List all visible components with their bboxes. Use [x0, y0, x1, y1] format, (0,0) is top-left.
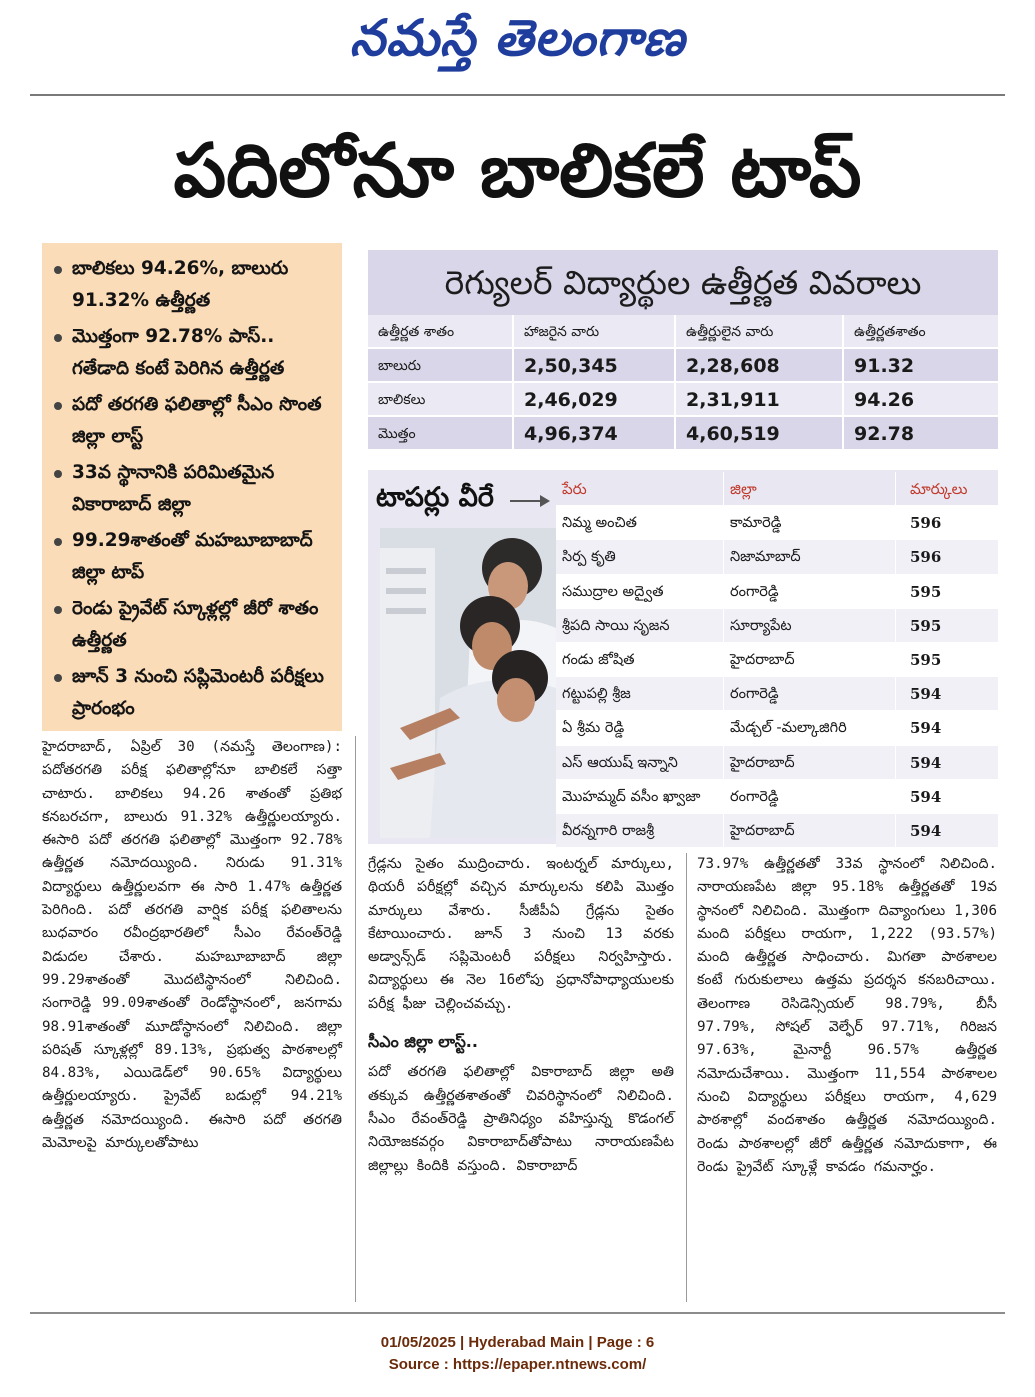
- footer-source-link[interactable]: Source : https://epaper.ntnews.com/: [388, 1356, 647, 1373]
- toppers-row: [556, 609, 998, 643]
- topper-name: ఏ శ్రీమ రెడ్డి: [556, 711, 724, 744]
- arrow-right-icon: [510, 494, 550, 508]
- toppers-row: [556, 506, 998, 540]
- topper-marks: 594: [910, 821, 942, 840]
- toppers-row: [556, 814, 998, 848]
- stats-row-total: [368, 417, 998, 451]
- stats-header-row: [368, 315, 998, 349]
- article-paragraph: గ్రేడ్లను సైతం ముద్రించారు. ఇంటర్నల్ మార్కులు, థియరీ పరీక్షల్లో వచ్చిన మార్కులను కలిపి మొత్తం మార్కులు వేశారు. సీజీపీఏ గ్రేడ్లను సైతం కేటాయించారు. జూన్ 3 నుంచి 13 వరకు అడ్వాన్స్‌డ్ సప్లిమెంటరీ పరీక్షలు నిర్వహిస్తారు. విద్యార్థులు ఈ నెల 16లోపు ప్రధానోపాధ్యాయులకు పరీక్ష ఫీజు చెల్లించవచ్చు.: [368, 856, 674, 1012]
- bullet-icon: [54, 470, 62, 478]
- topper-name: సిర్ప కృతి: [556, 540, 724, 573]
- highlight-item: మొత్తంగా 92.78% పాస్.. గతేడాది కంటే పెరిగిన ఉత్తీర్ణత: [54, 321, 332, 385]
- topper-marks: 596: [910, 514, 942, 533]
- topper-district: సూర్యాపేట: [724, 609, 896, 642]
- topper-marks: 595: [910, 582, 942, 601]
- stats-cell: 2,28,608: [676, 349, 844, 381]
- topper-marks: 594: [910, 787, 942, 806]
- stats-cell: మొత్తం: [368, 417, 514, 449]
- topper-marks: 594: [910, 685, 942, 704]
- topper-marks: 596: [910, 548, 942, 567]
- highlight-item: రెండు ప్రైవేట్ స్కూళ్లల్లో జీరో శాతం ఉత్తీర్ణత: [54, 593, 332, 657]
- toppers-row: [556, 677, 998, 711]
- stats-cell: 2,31,911: [676, 383, 844, 415]
- article-column-1: [42, 736, 342, 1155]
- topper-marks: 595: [910, 650, 942, 669]
- toppers-header-marks: మార్కులు: [910, 480, 968, 498]
- toppers-table: [556, 472, 998, 848]
- toppers-header-row: [556, 472, 998, 506]
- topper-district: హైదరాబాద్: [724, 814, 896, 847]
- topper-name: మొహమ్మద్ వసీం ఖ్వాజా: [556, 780, 724, 813]
- toppers-header-name: పేరు: [556, 472, 724, 505]
- highlight-item: బాలికలు 94.26%, బాలురు 91.32% ఉత్తీర్ణత: [54, 253, 332, 317]
- students-photo: [380, 528, 556, 838]
- toppers-row: [556, 540, 998, 574]
- topper-name: ఎస్ ఆయుష్ ఇన్నాని: [556, 746, 724, 779]
- toppers-row: [556, 575, 998, 609]
- toppers-title: టాపర్లు వీరే: [376, 482, 494, 513]
- topper-district: హైదరాబాద్: [724, 746, 896, 779]
- topper-marks: 594: [910, 753, 942, 772]
- article-column-2: [368, 853, 674, 1178]
- topper-district: కామారెడ్డి: [724, 506, 896, 539]
- stats-cell: బాలికలు: [368, 383, 514, 415]
- stats-cell: 94.26: [854, 389, 915, 411]
- bullet-icon: [54, 606, 62, 614]
- toppers-row: [556, 711, 998, 745]
- topper-name: నిమ్మ అంచిత: [556, 506, 724, 539]
- article-paragraph: 73.97% ఉత్తీర్ణతతో 33వ స్థానంలో నిలిచింది. నారాయణపేట జిల్లా 95.18% ఉత్తీర్ణతతో 19వ స్థానంలో నిలిచింది. మొత్తంగా దివ్యాంగులు 1,306 మంది పరీక్షలు రాయగా, 1,222 (93.57%) మంది ఉత్తీర్ణత సాధించారు. మిగతా పాఠశాలల కంటే గురుకులాలు ఉత్తమ ప్రదర్శన కనబరిచాయి. తెలంగాణ రెసిడెన్సియల్ 98.79%, బీసీ 97.79%, సోషల్ వెల్ఫేర్ 97.71%, గిరిజన 97.63%, మైనార్టీ 96.57% ఉత్తీర్ణత నమోదుచేశాయి. మొత్తంగా 11,554 పాఠశాలల నుంచి విద్యార్థులు పరీక్షలు రాయగా, 4,629 పాఠశాల్లో వందశాతం ఉత్తీర్ణత నమోదయ్యింది. రెండు పాఠశాలల్లో జీరో ఉత్తీర్ణత నమోదుకాగా, ఈ రెండు ప్రైవేట్ స్కూళ్లే కావడం గమనార్హం.: [697, 856, 997, 1175]
- highlight-item: 99.29శాతంతో మహబూబాబాద్ జిల్లా టాప్: [54, 525, 332, 589]
- stats-cell: 91.32: [854, 355, 915, 377]
- stats-table-title: రెగ్యులర్ విద్యార్థుల ఉత్తీర్ణత వివరాలు: [368, 250, 998, 315]
- footer-edition-info: 01/05/2025 | Hyderabad Main | Page : 6: [380, 1334, 655, 1351]
- article-column-3: [697, 853, 997, 1179]
- stats-cell: 92.78: [854, 423, 915, 445]
- topper-name: వీరన్నగారి రాజశ్రీ: [556, 814, 724, 847]
- stats-row-boys: [368, 349, 998, 383]
- topper-name: సముద్రాల అద్వైత: [556, 575, 724, 608]
- masthead-rule: [30, 94, 1005, 96]
- stats-cell: 2,46,029: [514, 383, 676, 415]
- highlights-box: [42, 243, 342, 731]
- toppers-row: [556, 780, 998, 814]
- topper-marks: 595: [910, 616, 942, 635]
- topper-name: గండు జోషిత: [556, 643, 724, 676]
- toppers-panel: [368, 470, 998, 844]
- toppers-header-district: జిల్లా: [724, 472, 896, 505]
- stats-cell: 2,50,345: [514, 349, 676, 381]
- highlight-item: జూన్ 3 నుంచి సప్లిమెంటరీ పరీక్షలు ప్రారంభం: [54, 661, 332, 725]
- topper-district: నిజామాబాద్: [724, 540, 896, 573]
- stats-header-cell: ఉత్తీర్ణతశాతం: [854, 324, 926, 340]
- toppers-row: [556, 643, 998, 677]
- topper-district: రంగారెడ్డి: [724, 780, 896, 813]
- topper-district: మేడ్చల్ -మల్కాజిగిరి: [724, 711, 896, 744]
- stats-cell: 4,60,519: [676, 417, 844, 449]
- stats-header-cell: హాజరైన వారు: [514, 315, 676, 347]
- bullet-icon: [54, 402, 62, 410]
- column-divider: [686, 853, 687, 1302]
- topper-district: రంగారెడ్డి: [724, 677, 896, 710]
- bullet-icon: [54, 334, 62, 342]
- stats-header-cell: ఉత్తీర్ణులైన వారు: [676, 315, 844, 347]
- stats-row-girls: [368, 383, 998, 417]
- stats-cell: బాలురు: [368, 349, 514, 381]
- bullet-icon: [54, 266, 62, 274]
- article-subhead: సీఎం జిల్లా లాస్ట్..: [368, 1032, 478, 1052]
- bullet-icon: [54, 674, 62, 682]
- article-paragraph: హైదరాబాద్, ఏప్రిల్ 30 (నమస్తే తెలంగాణ): పదోతరగతి పరీక్ష ఫలితాల్లోనూ బాలికలే సత్తా చాటారు. బాలికలు 94.26 శాతంతో ప్రతిభ కనబరచగా, బాలురు 91.32% ఉత్తీర్ణులయ్యారు. ఈసారి పదో తరగతి ఫలితాల్లో మొత్తంగా 92.78% ఉత్తీర్ణత నమోదయ్యింది. నిరుడు 91.31% విద్యార్థులు ఉత్తీర్ణులవగా ఈ సారి 1.47% ఉత్తీర్ణత పెరిగింది. పదో తరగతి వార్షిక పరీక్ష ఫలితాలను బుధవారం రవీంద్రభారతిలో సీఎం రేవంత్‌రెడ్డి విడుదల చేశారు. మహబూబాబాద్ జిల్లా 99.29శాతంతో మొదటిస్థానంలో నిలిచింది. సంగారెడ్డి 99.09శాతంతో రెండోస్థానంలో, జనగామ 98.91శాతంతో మూడోస్థానంలో నిలిచింది. జిల్లా పరిషత్ స్కూళ్లల్లో 89.13%, ప్రభుత్వ పాఠశాలల్లో 84.83%, ఎయిడెడ్‌లో 90.65% విద్యార్థులు ఉత్తీర్ణులయ్యారు. ప్రైవేట్ బడుల్లో 94.21% ఉత్తీర్ణత నమోదయ్యింది. ఈసారి పదో తరగతి మెమోలపై మార్కులతోపాటు: [42, 739, 342, 1152]
- highlight-item: పదో తరగతి ఫలితాల్లో సీఎం సొంత జిల్లా లాస్ట్: [54, 389, 332, 453]
- topper-district: హైదరాబాద్: [724, 643, 896, 676]
- results-stats-table: [368, 250, 998, 451]
- stats-cell: 4,96,374: [514, 417, 676, 449]
- topper-name: గట్టుపల్లి శ్రీజ: [556, 677, 724, 710]
- topper-marks: 594: [910, 719, 942, 738]
- column-divider: [355, 736, 356, 1302]
- newspaper-masthead: నమస్తే తెలంగాణ: [349, 8, 686, 67]
- headline: పదిలోనూ బాలికలే టాప్: [173, 128, 862, 214]
- article-paragraph: పదో తరగతి ఫలితాల్లో వికారాబాద్ జిల్లా అతి తక్కువ ఉత్తీర్ణతశాతంతో చివరిస్థానంలో నిలిచింది. సీఎం రేవంత్‌రెడ్డి ప్రాతినిధ్యం వహిస్తున్న కొడంగల్ నియోజకవర్గం వికారాబాద్‌తోపాటు నారాయణపేట జిల్లాల్లు కిందికి వస్తుంది. వికారాబాద్: [368, 1064, 674, 1174]
- stats-header-cell: ఉత్తీర్ణత శాతం: [368, 315, 514, 347]
- bullet-icon: [54, 538, 62, 546]
- footer-rule: [30, 1312, 1005, 1314]
- highlight-item: 33వ స్థానానికి పరిమితమైన వికారాబాద్ జిల్లా: [54, 457, 332, 521]
- topper-district: రంగారెడ్డి: [724, 575, 896, 608]
- toppers-row: [556, 746, 998, 780]
- topper-name: శ్రీపది సాయి సృజన: [556, 609, 724, 642]
